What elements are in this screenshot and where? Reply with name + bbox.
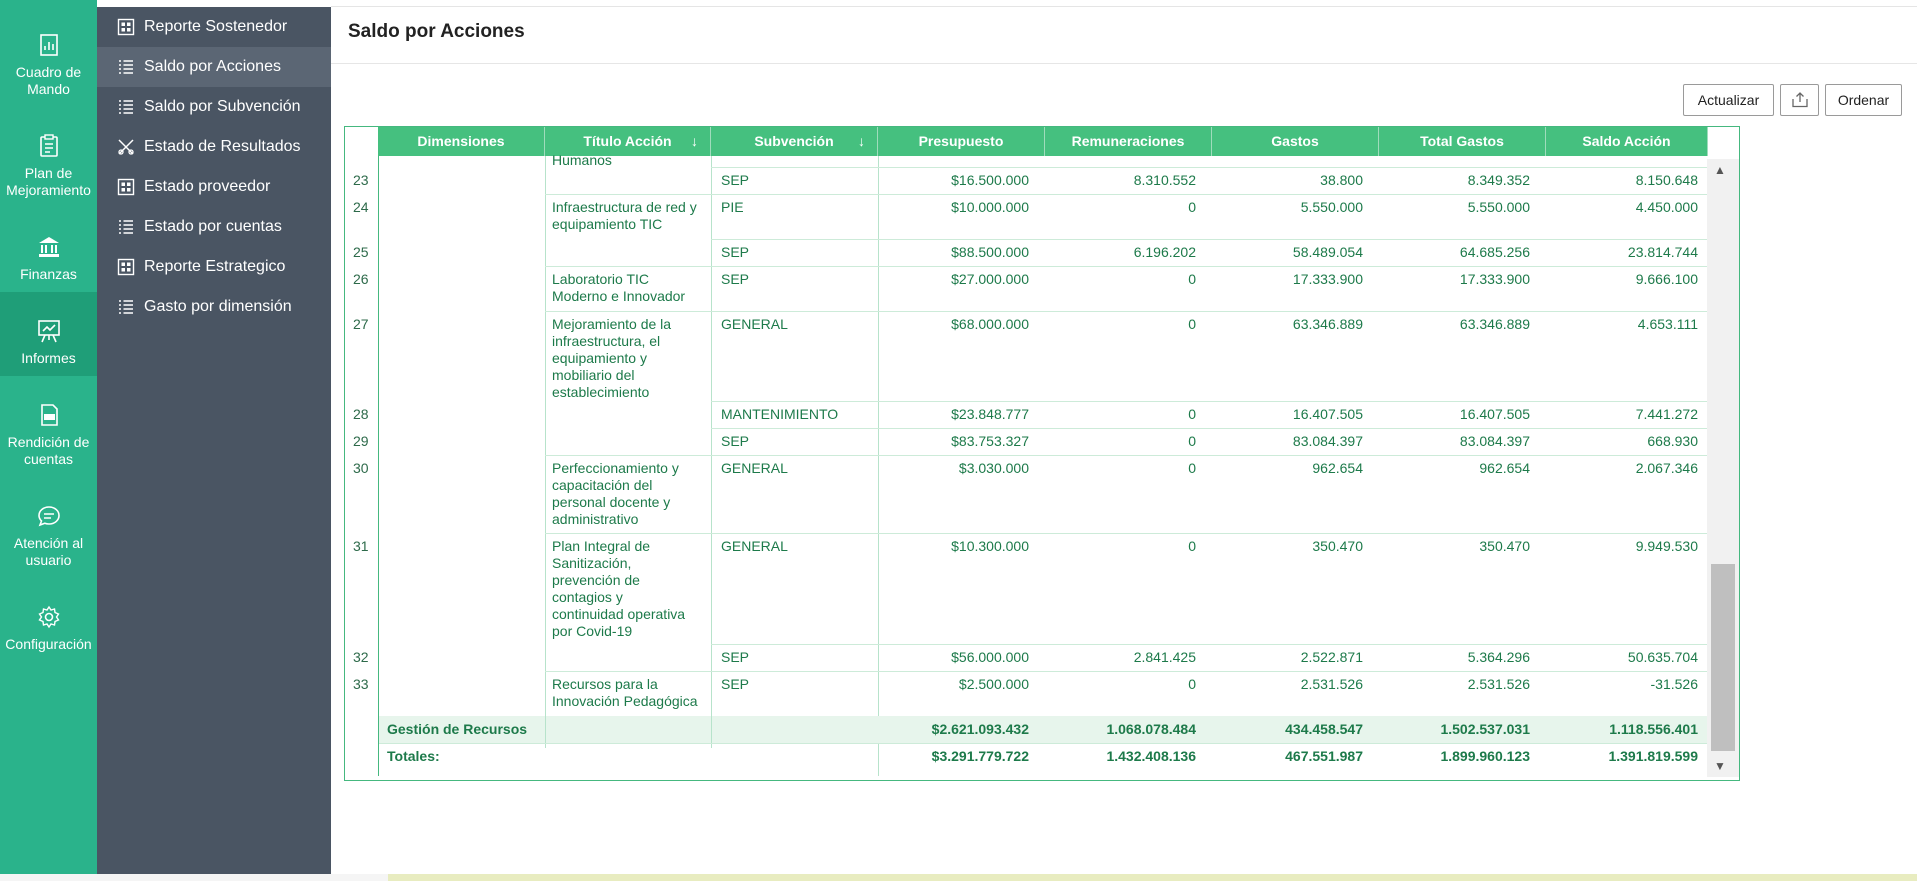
row-divider	[711, 644, 1708, 645]
action-title-line: equipamiento y	[552, 350, 647, 366]
cell-pres: $27.000.000	[951, 271, 1029, 287]
action-title-line: Laboratorio TIC	[552, 271, 650, 287]
row-number: 33	[353, 676, 369, 692]
row-divider	[711, 428, 1708, 429]
subsidy-cell: PIE	[721, 199, 744, 215]
cell-gas: 5.550.000	[1300, 199, 1363, 215]
cell-saldo: 23.814.744	[1627, 244, 1698, 260]
rail-item-cuadro-de-mando[interactable]	[0, 6, 97, 106]
subtotal-label: Gestión de Recursos	[387, 721, 528, 737]
rail-item-label: Rendición de cuentas	[7, 434, 90, 467]
subsidy-cell: SEP	[721, 244, 750, 260]
cell-rem: 0	[1188, 316, 1196, 332]
total-rem: 1.432.408.136	[1106, 748, 1196, 764]
column-header-label: Gastos	[1271, 133, 1319, 149]
row-divider	[711, 239, 1708, 240]
submenu-item-label: Reporte Sostenedor	[144, 18, 288, 35]
cell-tot: 83.084.397	[1459, 433, 1530, 449]
cell-tot: 350.470	[1479, 538, 1530, 554]
submenu-item-gasto-por-dimensión[interactable]	[97, 287, 331, 327]
subtotal-gas: 434.458.547	[1285, 721, 1363, 737]
row-number: 31	[353, 538, 369, 554]
submenu-item-label: Saldo por Acciones	[144, 58, 281, 75]
total-gas: 467.551.987	[1285, 748, 1363, 764]
list-icon	[117, 218, 135, 236]
row-number: 24	[353, 199, 369, 215]
clipboard-icon	[36, 133, 62, 159]
page-title: Saldo por Acciones	[348, 21, 525, 42]
cell-saldo: -31.526	[1650, 676, 1698, 692]
action-title-line: contagios y	[552, 589, 623, 605]
cell-tot: 962.654	[1479, 460, 1530, 476]
list-icon	[117, 58, 135, 76]
action-title	[552, 199, 707, 233]
cell-gas: 63.346.889	[1292, 316, 1363, 332]
action-title-line: capacitación del	[552, 477, 653, 493]
action-title-line: Perfeccionamiento y	[552, 460, 679, 476]
scrollbar-thumb[interactable]	[1711, 564, 1735, 751]
row-number: 29	[353, 433, 369, 449]
row-divider	[545, 266, 1708, 267]
rail-item-plan-de-mejoramiento[interactable]	[0, 107, 97, 207]
sort-arrow-icon[interactable]: ↓	[858, 133, 865, 149]
cell-rem: 0	[1188, 538, 1196, 554]
cell-pres: $2.500.000	[958, 676, 1029, 692]
column-header-label: Saldo Acción	[1582, 133, 1671, 149]
cell-gas: 58.489.054	[1292, 244, 1363, 260]
action-title-line: Sanitización,	[552, 555, 632, 571]
submenu-item-label: Gasto por dimensión	[144, 298, 292, 315]
document-icon	[36, 402, 62, 428]
submenu-item-label: Saldo por Subvención	[144, 98, 301, 115]
subsidy-cell: MANTENIMIENTO	[721, 406, 839, 422]
row-divider	[545, 533, 1708, 534]
action-title	[552, 460, 707, 528]
action-title-line: Mejoramiento de la	[552, 316, 672, 332]
row-number: 26	[353, 271, 369, 287]
submenu-item-label: Estado proveedor	[144, 178, 271, 195]
cell-gas: 16.407.505	[1292, 406, 1363, 422]
cell-pres: $3.030.000	[958, 460, 1029, 476]
subsidy-cell: SEP	[721, 271, 750, 287]
subtotal-tot: 1.502.537.031	[1440, 721, 1530, 737]
cell-gas: 38.800	[1320, 172, 1363, 188]
cell-rem: 6.196.202	[1133, 244, 1196, 260]
list-icon	[117, 298, 135, 316]
cell-rem: 8.310.552	[1133, 172, 1196, 188]
column-header-label: Presupuesto	[918, 133, 1004, 149]
subtotal-rem: 1.068.078.484	[1106, 721, 1196, 737]
sort-button[interactable]: Ordenar	[1825, 84, 1902, 116]
rail-item-configuración[interactable]	[0, 578, 97, 658]
rail-item-label: Configuración	[5, 636, 92, 652]
row-number: 27	[353, 316, 369, 332]
grid-report-icon	[117, 178, 135, 196]
submenu-item-label: Estado de Resultados	[144, 138, 301, 155]
column-header[interactable]	[1379, 127, 1546, 156]
row-divider	[545, 671, 1708, 672]
submenu-item-label: Estado por cuentas	[144, 218, 282, 235]
column-divider	[711, 716, 712, 743]
cell-rem: 0	[1188, 433, 1196, 449]
cell-pres: $16.500.000	[951, 172, 1029, 188]
cell-gas: 2.522.871	[1300, 649, 1363, 665]
title-divider	[331, 63, 1917, 64]
column-header[interactable]	[1212, 127, 1379, 156]
column-divider	[378, 156, 379, 776]
cell-gas: 2.531.526	[1300, 676, 1363, 692]
action-title-line: establecimiento	[552, 384, 650, 400]
bottom-strip	[0, 874, 1917, 881]
rail-item-label: Atención al usuario	[13, 535, 84, 568]
row-number: 30	[353, 460, 369, 476]
column-header[interactable]	[711, 127, 878, 156]
column-header-label: Subvención	[754, 133, 834, 149]
cell-tot: 17.333.900	[1459, 271, 1530, 287]
action-title-partial: Humanos	[552, 152, 612, 168]
action-title	[552, 271, 707, 305]
cell-saldo: 4.450.000	[1635, 199, 1698, 215]
subsidy-cell: GENERAL	[721, 316, 788, 332]
rail-item-finanzas[interactable]	[0, 208, 97, 291]
chat-icon	[36, 503, 62, 529]
cell-saldo: 8.150.648	[1635, 172, 1698, 188]
cell-saldo: 2.067.346	[1635, 460, 1698, 476]
subsidy-cell: SEP	[721, 433, 750, 449]
rail-item-rendición-de-cuentas[interactable]	[0, 376, 97, 476]
rail-item-label: Plan de Mejoramiento	[6, 165, 91, 198]
scissors-icon	[117, 138, 135, 156]
subsidy-cell: SEP	[721, 172, 750, 188]
gear-icon	[36, 604, 62, 630]
submenu-item-saldo-por-subvención[interactable]	[97, 87, 331, 127]
row-divider	[545, 455, 1708, 456]
list-icon	[117, 98, 135, 116]
scroll-up-arrow-icon[interactable]: ▲	[1714, 163, 1726, 177]
subsidy-cell: SEP	[721, 649, 750, 665]
action-title-line: administrativo	[552, 511, 639, 527]
cell-pres: $88.500.000	[951, 244, 1029, 260]
action-title-line: Moderno e Innovador	[552, 288, 686, 304]
rail-item-label: Finanzas	[20, 266, 77, 282]
action-title-line: equipamiento TIC	[552, 216, 663, 232]
subsidy-cell: GENERAL	[721, 460, 788, 476]
subtotal-pres: $2.621.093.432	[931, 721, 1029, 737]
cell-pres: $68.000.000	[951, 316, 1029, 332]
main-nav-rail	[0, 0, 97, 874]
cell-rem: 0	[1188, 460, 1196, 476]
total-saldo: 1.391.819.599	[1608, 748, 1698, 764]
action-title-line: por Covid-19	[552, 623, 633, 639]
column-header[interactable]	[378, 127, 545, 156]
bank-icon	[36, 234, 62, 260]
cell-rem: 0	[1188, 676, 1196, 692]
column-divider	[711, 156, 712, 748]
action-title-line: Innovación Pedagógica	[552, 693, 698, 709]
action-title-line: personal docente y	[552, 494, 671, 510]
cell-pres: $23.848.777	[951, 406, 1029, 422]
export-button[interactable]	[1780, 84, 1819, 116]
cell-tot: 64.685.256	[1459, 244, 1530, 260]
cell-tot: 16.407.505	[1459, 406, 1530, 422]
action-title-line: mobiliario del	[552, 367, 635, 383]
column-header[interactable]	[1045, 127, 1212, 156]
cell-saldo: 7.441.272	[1635, 406, 1698, 422]
submenu-item-estado-proveedor[interactable]	[97, 167, 331, 207]
top-divider	[331, 6, 1917, 7]
total-pres: $3.291.779.722	[931, 748, 1029, 764]
cell-saldo: 4.653.111	[1637, 316, 1698, 332]
cell-gas: 83.084.397	[1292, 433, 1363, 449]
row-number: 23	[353, 172, 369, 188]
cell-gas: 17.333.900	[1292, 271, 1363, 287]
cell-rem: 2.841.425	[1133, 649, 1196, 665]
sort-arrow-icon[interactable]: ↓	[691, 133, 698, 149]
total-tot: 1.899.960.123	[1440, 748, 1530, 764]
column-divider	[878, 156, 879, 748]
cell-pres: $83.753.327	[951, 433, 1029, 449]
submenu-item-saldo-por-acciones[interactable]	[97, 47, 331, 87]
column-header-label: Remuneraciones	[1071, 133, 1185, 149]
presentation-icon	[36, 318, 62, 344]
action-title-line: Plan Integral de	[552, 538, 651, 554]
row-divider	[711, 401, 1708, 402]
subtotal-saldo: 1.118.556.401	[1609, 721, 1698, 737]
submenu-item-estado-por-cuentas[interactable]	[97, 207, 331, 247]
cell-rem: 0	[1188, 199, 1196, 215]
submenu-item-label: Reporte Estrategico	[144, 258, 286, 275]
rail-item-label: Informes	[21, 350, 76, 366]
column-header-label: Total Gastos	[1420, 133, 1504, 149]
row-number: 32	[353, 649, 369, 665]
action-title-line: prevención de	[552, 572, 640, 588]
cell-pres: $10.300.000	[951, 538, 1029, 554]
scroll-down-arrow-icon[interactable]: ▼	[1714, 759, 1726, 773]
cell-tot: 5.364.296	[1467, 649, 1530, 665]
column-header-label: Dimensiones	[417, 133, 505, 149]
row-divider	[711, 167, 1708, 168]
informes-submenu	[97, 7, 331, 874]
cell-saldo: 9.949.530	[1635, 538, 1698, 554]
column-divider	[545, 716, 546, 743]
cell-saldo: 50.635.704	[1627, 649, 1698, 665]
row-divider	[378, 743, 1708, 744]
rail-item-atención-al-usuario[interactable]	[0, 477, 97, 577]
row-number: 28	[353, 406, 369, 422]
column-header[interactable]	[1546, 127, 1708, 156]
cell-saldo: 668.930	[1647, 433, 1698, 449]
subsidy-cell: SEP	[721, 676, 750, 692]
submenu-item-reporte-sostenedor[interactable]	[97, 7, 331, 47]
column-divider	[878, 748, 879, 776]
row-divider	[545, 194, 1708, 195]
refresh-button[interactable]: Actualizar	[1683, 84, 1774, 116]
rail-item-label: Cuadro de Mando	[15, 64, 82, 97]
row-number: 25	[353, 244, 369, 260]
action-title-line: continuidad operativa	[552, 606, 686, 622]
subsidy-cell: GENERAL	[721, 538, 788, 554]
action-title-line: Infraestructura de red y	[552, 199, 697, 215]
cell-rem: 0	[1188, 271, 1196, 287]
rail-item-informes[interactable]	[0, 292, 97, 376]
column-divider	[545, 156, 546, 748]
grid-report-icon	[117, 18, 135, 36]
cell-tot: 5.550.000	[1467, 199, 1530, 215]
cell-pres: $10.000.000	[951, 199, 1029, 215]
action-title-line: Recursos para la	[552, 676, 658, 692]
row-divider	[545, 311, 1708, 312]
action-title	[552, 538, 707, 640]
cell-rem: 0	[1188, 406, 1196, 422]
cell-gas: 350.470	[1312, 538, 1363, 554]
cell-tot: 8.349.352	[1467, 172, 1530, 188]
action-title	[552, 316, 707, 401]
grid-report-icon	[117, 258, 135, 276]
export-icon	[1791, 92, 1809, 108]
submenu-item-estado-de-resultados[interactable]	[97, 127, 331, 167]
dashboard-chart-icon	[36, 32, 62, 58]
total-label: Totales:	[387, 748, 440, 764]
cell-gas: 962.654	[1312, 460, 1363, 476]
cell-tot: 63.346.889	[1459, 316, 1530, 332]
actions-balance-table	[344, 126, 1740, 781]
cell-tot: 2.531.526	[1467, 676, 1530, 692]
column-header-label: Título Acción	[583, 133, 672, 149]
action-title-line: infraestructura, el	[552, 333, 661, 349]
column-header[interactable]	[878, 127, 1045, 156]
cell-saldo: 9.666.100	[1635, 271, 1698, 287]
action-title	[552, 676, 707, 710]
submenu-item-reporte-estrategico[interactable]	[97, 247, 331, 287]
cell-pres: $56.000.000	[951, 649, 1029, 665]
